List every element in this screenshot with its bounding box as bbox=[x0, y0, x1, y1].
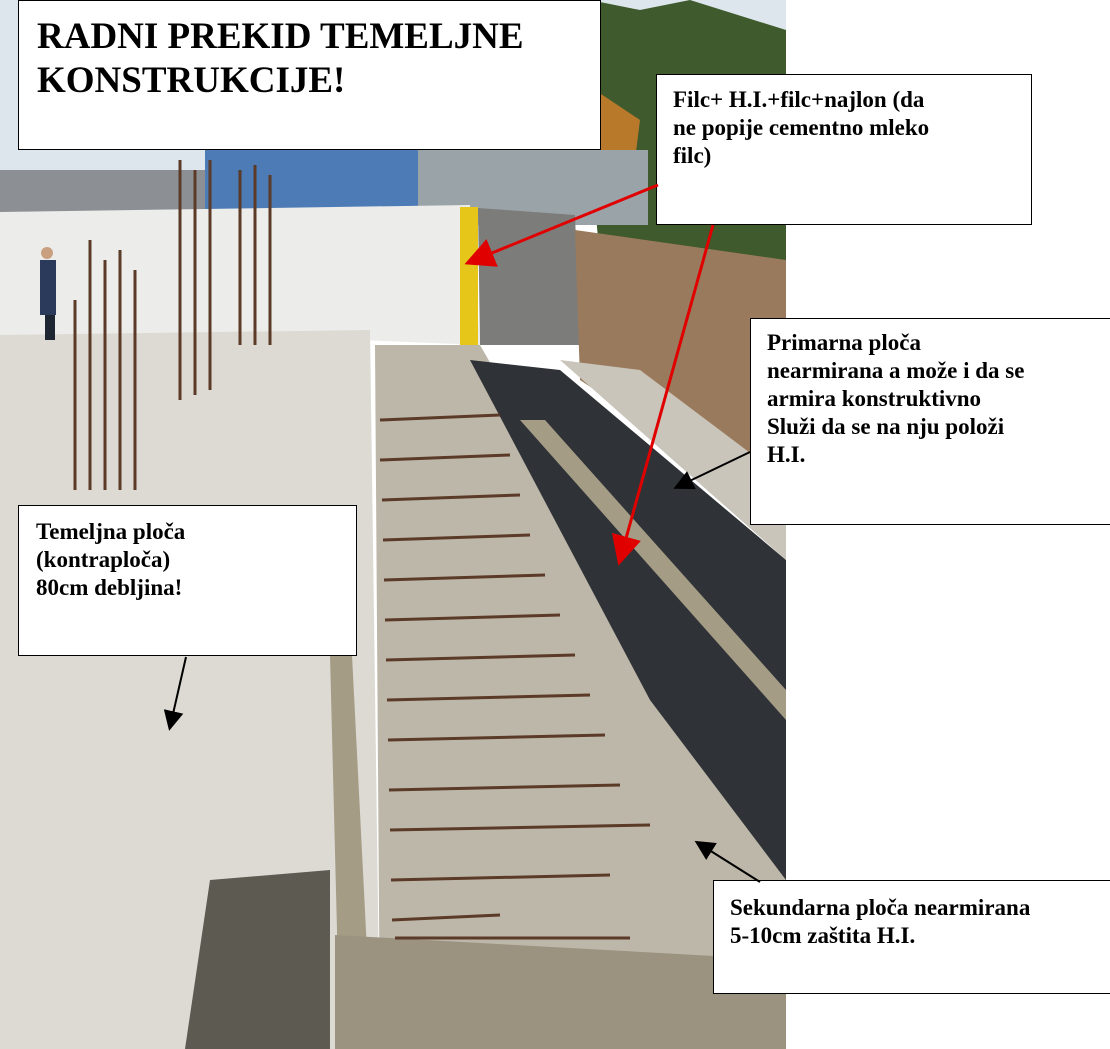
filc-annotation bbox=[656, 74, 1032, 225]
annotation-line: Služi da se na nju položi bbox=[767, 414, 1005, 440]
annotation-line: Temeljna ploča bbox=[36, 519, 186, 544]
annotation-line: armira konstruktivno bbox=[767, 386, 982, 412]
annotation-line: ne popije cementno mleko bbox=[673, 115, 930, 141]
title-line: RADNI PREKID TEMELJNE bbox=[37, 16, 524, 57]
annotation-line: H.I. bbox=[767, 442, 806, 468]
annotation-line: 80cm debljina! bbox=[36, 575, 183, 601]
annotation-line: Sekundarna ploča nearmirana bbox=[730, 895, 1031, 920]
sekundarna-annotation bbox=[713, 880, 1110, 994]
annotation-line: 5-10cm zaštita H.I. bbox=[730, 923, 916, 949]
annotation-line: Filc+ H.I.+filc+najlon (da bbox=[673, 87, 925, 112]
temeljna-annotation bbox=[18, 505, 357, 656]
annotation-line: Primarna ploča bbox=[767, 330, 921, 355]
annotation-line: nearmirana a može i da se bbox=[767, 358, 1025, 384]
primarna-annotation bbox=[750, 318, 1110, 525]
annotation-line: (kontraploča) bbox=[36, 547, 171, 573]
block-wall bbox=[478, 208, 580, 345]
yellow-strip bbox=[460, 207, 478, 345]
title-box bbox=[18, 0, 601, 150]
left-shed bbox=[0, 170, 205, 215]
title-line: KONSTRUKCIJE! bbox=[37, 60, 346, 102]
blue-building bbox=[205, 150, 420, 210]
annotation-line: filc) bbox=[673, 143, 712, 169]
